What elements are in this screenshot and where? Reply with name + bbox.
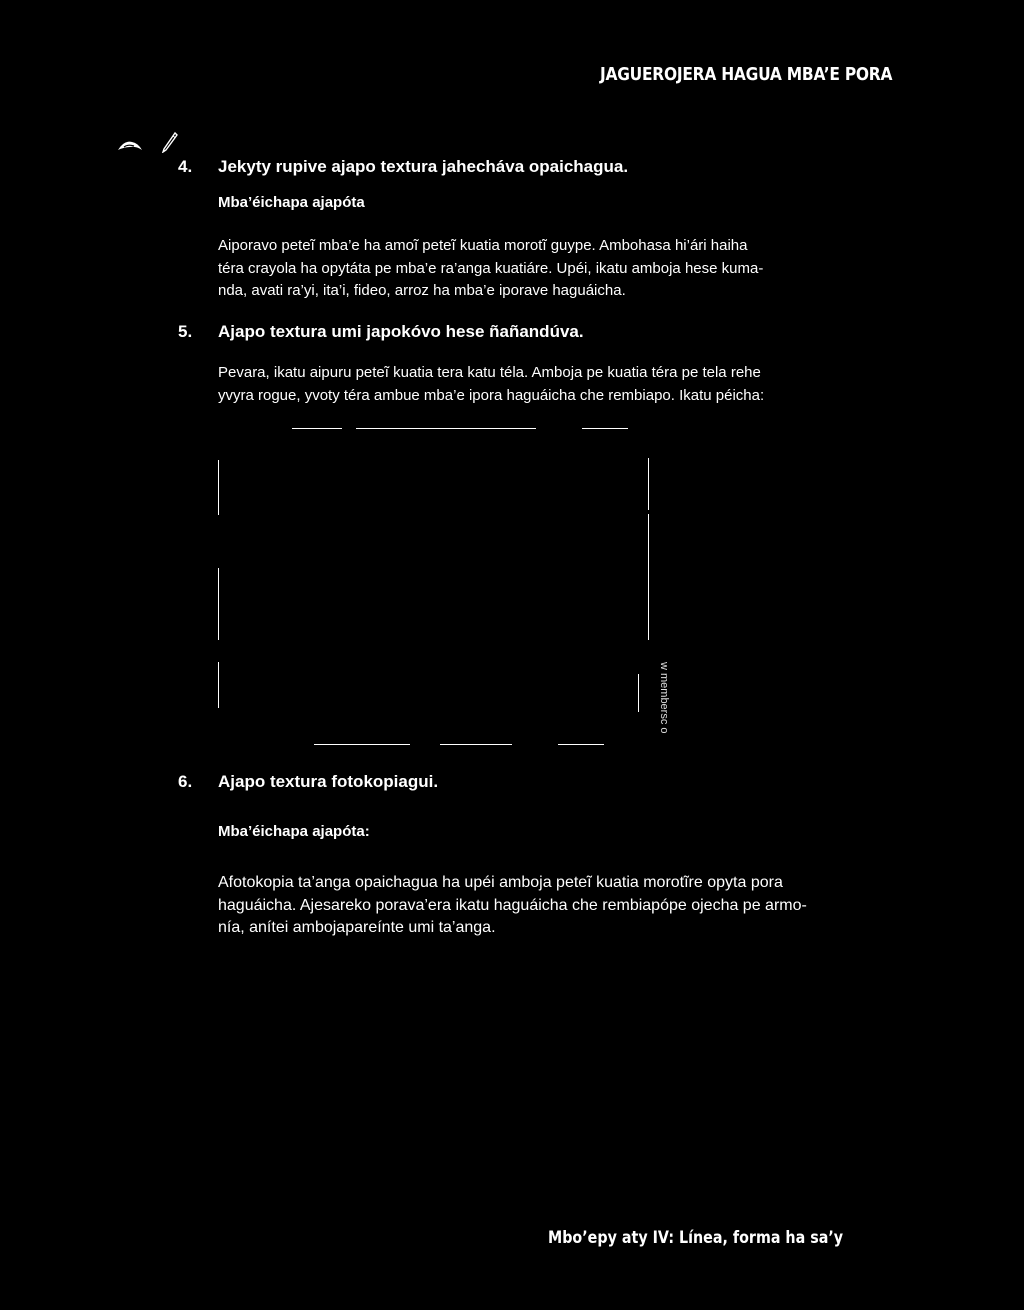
- item-4-number: 4.: [178, 157, 193, 176]
- frame-line: [638, 674, 639, 712]
- page-footer: Mbo’epy aty IV: Línea, forma ha sa’y: [548, 1228, 844, 1248]
- item-4-line: Aiporavo peteĩ mba’e ha amoĩ peteĩ kuatia morotĩ guype. Ambohasa hi’ári haiha: [218, 237, 748, 254]
- item-6-subheading: Mba’éichapa ajapóta:: [218, 823, 370, 840]
- item-6-number: 6.: [178, 772, 193, 791]
- item-6-heading: Ajapo textura fotokopiagui.: [218, 772, 439, 791]
- frame-line: [218, 460, 219, 515]
- wing-icon: [116, 138, 144, 152]
- item-4-subheading: Mba’éichapa ajapóta: [218, 194, 365, 211]
- frame-line: [356, 428, 536, 429]
- item-5-heading: Ajapo textura umi japokóvo hese ñañandúva.: [218, 322, 584, 341]
- frame-line: [648, 458, 649, 510]
- frame-line: [648, 580, 649, 640]
- item-4-paragraph: [218, 235, 918, 303]
- frame-line: [558, 744, 604, 745]
- frame-line: [314, 744, 410, 745]
- frame-line: [218, 568, 219, 640]
- item-6-paragraph: [218, 872, 918, 940]
- item-4-line: nda, avati ra’yi, ita’i, fideo, arroz ha mba’e iporave haguáicha.: [218, 282, 626, 299]
- item-4-line: téra crayola ha opytáta pe mba’e ra’anga kuatiáre. Upéi, ikatu amboja hese kuma-: [218, 259, 764, 277]
- item-5-line: yvyra rogue, yvoty téra ambue mba’e ipora haguáicha che rembiapo. Ikatu péicha:: [218, 386, 765, 404]
- frame-line: [292, 428, 342, 429]
- frame-line: [218, 662, 219, 708]
- page-header: JAGUEROJERA HAGUA MBA’E PORA: [600, 64, 893, 85]
- frame-line: [648, 514, 649, 586]
- item-5-paragraph: [218, 362, 918, 407]
- item-6-line: nía, anítei ambojapareínte umi ta’anga.: [218, 919, 496, 936]
- item-5-line: Pevara, ikatu aipuru peteĩ kuatia tera katu téla. Amboja pe kuatia téra pe tela rehe: [218, 364, 761, 381]
- image-frame: [210, 420, 670, 750]
- pencil-icon: [160, 131, 178, 153]
- side-caption: w membersc o: [658, 662, 670, 734]
- frame-line: [440, 744, 512, 745]
- item-4-heading: Jekyty rupive ajapo textura jahecháva opaichagua.: [218, 157, 629, 176]
- item-5-number: 5.: [178, 322, 193, 341]
- frame-line: [582, 428, 628, 429]
- item-6-line: Afotokopia ta’anga opaichagua ha upéi amboja peteĩ kuatia morotĩre opyta pora: [218, 874, 783, 891]
- item-6-line: haguáicha. Ajesareko porava’era ikatu haguáicha che rembiapópe ojecha pe armo-: [218, 896, 807, 914]
